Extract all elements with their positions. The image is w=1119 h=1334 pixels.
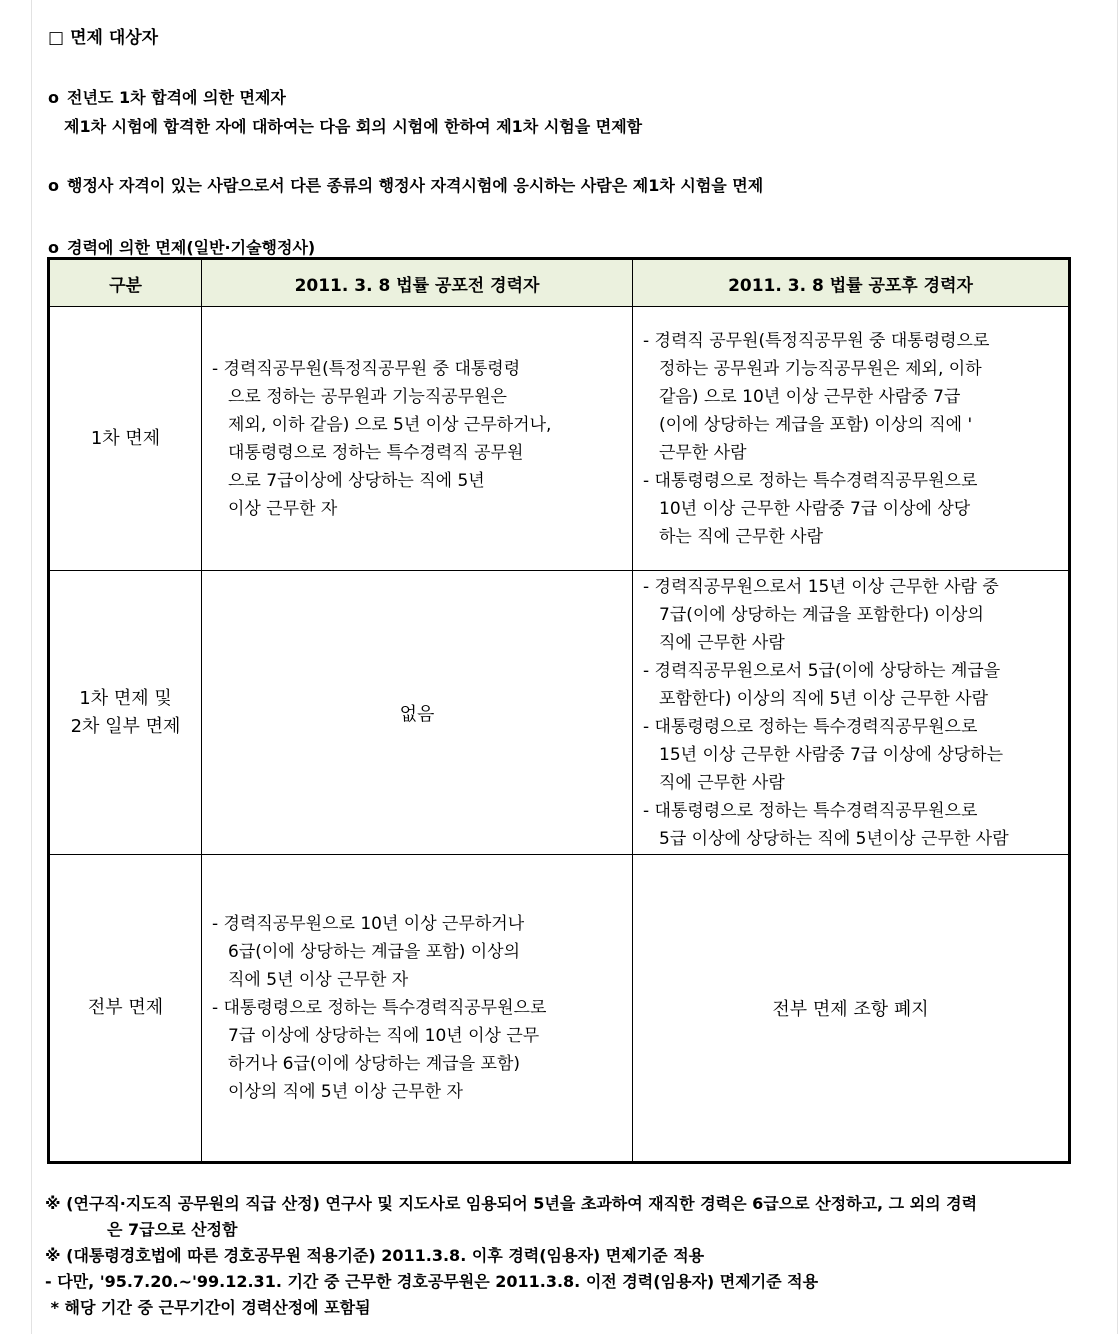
header-after-2011: 2011. 3. 8 법률 공포후 경력자 bbox=[633, 259, 1070, 307]
footnote-security-officer: ※ (대통령경호법에 따른 경호공무원 적용기준) 2011.3.8. 이후 경력(임용자) 면제기준 적용 bbox=[45, 1246, 705, 1265]
criteria-item: - 경력직공무원으로 10년 이상 근무하거나 6급(이에 상당하는 계급을 포함) 이상의 직에 5년 이상 근무한 자 bbox=[212, 913, 525, 990]
table-row bbox=[49, 307, 1070, 571]
criteria-item: - 경력직공무원(특정직공무원 중 대통령령 으로 정하는 공무원과 기능직공무원은 제외, 이하 같음) 으로 5년 이상 근무하거나, 대통령령으로 정하는 특수경력직 공무원 으로 7급이상에 상당하는 직에 5년 이상 근무한 자 bbox=[212, 358, 552, 519]
criteria-item: - 경력직공무원으로서 15년 이상 근무한 사람 중 7급(이에 상당하는 계급을 포함한다) 이상의 직에 근무한 사람 bbox=[643, 576, 999, 653]
career-title: 경력에 의한 면제(일반·기술행정사) bbox=[67, 238, 316, 257]
criteria-item: - 경력직공무원으로서 5급(이에 상당하는 계급을 포함한다) 이상의 직에 5년 이상 근무한 사람 bbox=[643, 660, 1001, 709]
table-row bbox=[49, 854, 1070, 1162]
footnote-security-period: - 다만, '95.7.20.~'99.12.31. 기간 중 근무한 경호공무원은 2011.3.8. 이전 경력(임용자) 면제기준 적용 bbox=[45, 1272, 819, 1291]
criteria-item: - 대통령령으로 정하는 특수경력직공무원으로 15년 이상 근무한 사람중 7급 이상에 상당하는 직에 근무한 사람 bbox=[643, 716, 1004, 793]
table-row bbox=[49, 571, 1070, 855]
row3-after-cell: 전부 면제 조항 폐지 bbox=[633, 854, 1070, 1162]
prev-year-exemption-item bbox=[48, 85, 642, 137]
criteria-item: - 대통령령으로 정하는 특수경력직공무원으로 5급 이상에 상당하는 직에 5년이상 근무한 사람 bbox=[643, 800, 1009, 849]
checkbox-square-icon: □ bbox=[48, 28, 65, 48]
row2-before-cell: 없음 bbox=[202, 571, 633, 855]
bullet-icon: o bbox=[48, 88, 59, 107]
exemption-table bbox=[47, 257, 1071, 1164]
footnote-research-rank: ※ (연구직·지도직 공무원의 직급 산정) 연구사 및 지도사로 임용되어 5년을 초과하여 재직한 경력은 6급으로 산정하고, 그 외의 경력 bbox=[45, 1194, 978, 1213]
row2-after-cell bbox=[633, 571, 1070, 855]
criteria-item: - 경력직 공무원(특정직공무원 중 대통령령으로 정하는 공무원과 기능직공무원은 제외, 이하 같음) 으로 10년 이상 근무한 사람중 7급 (이에 상당하는 계급을 포함) 이상의 직에 ' 근무한 사람 bbox=[643, 330, 990, 463]
career-exemption-item bbox=[48, 235, 315, 258]
prev-year-description: 제1차 시험에 합격한 자에 대하여는 다음 회의 시험에 한하여 제1차 시험을 면제함 bbox=[64, 117, 643, 136]
admin-license-exemption-item bbox=[48, 173, 763, 196]
prev-year-title: 전년도 1차 합격에 의한 면제자 bbox=[67, 88, 286, 107]
page-left-border bbox=[31, 0, 32, 1334]
footnotes bbox=[45, 1191, 1095, 1321]
row-category-first-exam: 1차 면제 bbox=[49, 307, 202, 571]
row-category-first-partial-second: 1차 면제 및 2차 일부 면제 bbox=[49, 571, 202, 855]
row1-after-cell bbox=[633, 307, 1070, 571]
footnote-career-calc: * 해당 기간 중 근무기간이 경력산정에 포함됨 bbox=[45, 1298, 371, 1317]
row-category-full-exemption: 전부 면제 bbox=[49, 854, 202, 1162]
admin-license-title: 행정사 자격이 있는 사람으로서 다른 종류의 행정사 자격시험에 응시하는 사람은 제1차 시험을 면제 bbox=[67, 176, 764, 195]
header-category: 구분 bbox=[49, 259, 202, 307]
table-header-row bbox=[49, 259, 1070, 307]
bullet-icon: o bbox=[48, 176, 59, 195]
row1-before-cell bbox=[202, 307, 633, 571]
section-heading-title: 면제 대상자 bbox=[70, 28, 159, 48]
criteria-item: - 대통령령으로 정하는 특수경력직공무원으로 7급 이상에 상당하는 직에 10년 이상 근무 하거나 6급(이에 상당하는 계급을 포함) 이상의 직에 5년 이상 근무한 자 bbox=[212, 997, 547, 1102]
page-right-border bbox=[1117, 0, 1118, 1334]
row3-before-cell bbox=[202, 854, 633, 1162]
header-before-2011: 2011. 3. 8 법률 공포전 경력자 bbox=[202, 259, 633, 307]
footnote-research-rank-cont: 은 7급으로 산정함 bbox=[107, 1220, 238, 1239]
section-heading bbox=[48, 23, 158, 48]
bullet-icon: o bbox=[48, 238, 59, 257]
criteria-item: - 대통령령으로 정하는 특수경력직공무원으로 10년 이상 근무한 사람중 7급 이상에 상당 하는 직에 근무한 사람 bbox=[643, 470, 978, 547]
